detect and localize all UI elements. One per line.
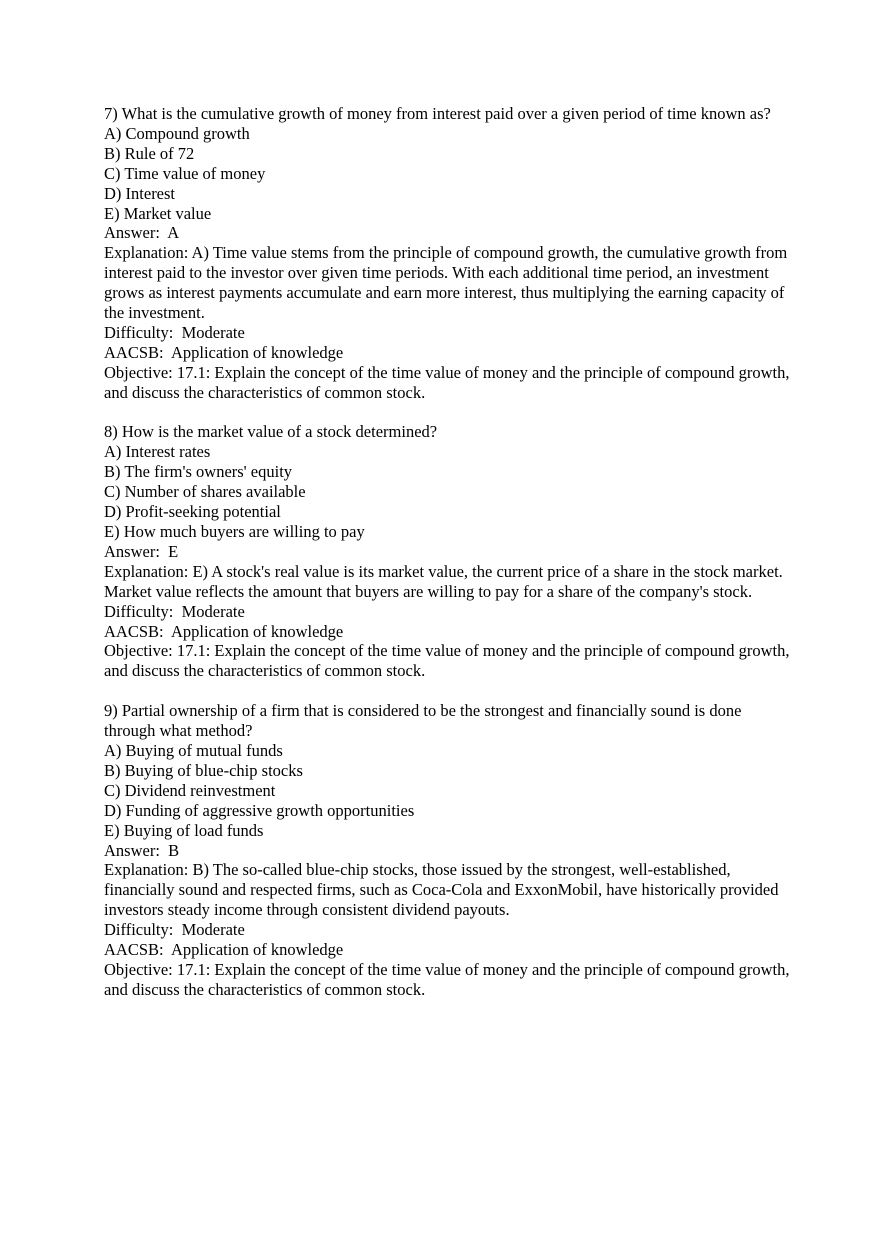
- option-e: E) How much buyers are willing to pay: [104, 522, 365, 542]
- option-b: B) Rule of 72: [104, 143, 195, 163]
- option-a: A) Interest rates: [104, 442, 211, 462]
- option-d: D) Profit-seeking potential: [104, 502, 281, 522]
- option-c: C) Dividend reinvestment: [104, 780, 276, 800]
- question-stem: 7) What is the cumulative growth of money from interest paid over a given period of time known as?: [104, 104, 771, 123]
- option-a: A) Buying of mutual funds: [104, 740, 283, 760]
- option-b: B) The firm's owners' equity: [104, 462, 293, 482]
- answer: Answer: B: [104, 840, 180, 860]
- option-a: A) Compound growth: [104, 123, 250, 143]
- document-page: [104, 104, 794, 1020]
- objective: Objective: 17.1: Explain the concept of the time value of money and the principle of compound growth, and discuss the characteristics of common stock.: [104, 362, 790, 402]
- answer: Answer: A: [104, 223, 180, 243]
- explanation: Explanation: A) Time value stems from the principle of compound growth, the cumulative growth from interest paid to the investor over given time periods. With each additional time period, an investment grows as interest payments accumulate and earn more interest, thus multiplying the earning capacity of the investment.: [104, 243, 788, 323]
- aacsb: AACSB: Application of knowledge: [104, 621, 344, 641]
- question-stem: 8) How is the market value of a stock determined?: [104, 422, 438, 442]
- option-e: E) Market value: [104, 203, 212, 223]
- question-7: [104, 104, 794, 403]
- difficulty: Difficulty: Moderate: [104, 322, 245, 342]
- option-d: D) Interest: [104, 183, 176, 203]
- explanation: Explanation: B) The so-called blue-chip stocks, those issued by the strongest, well-established, financially sound and respected firms, such as Coca-Cola and ExxonMobil, have historically provided investors steady income through consistent dividend payouts.: [104, 860, 779, 920]
- option-c: C) Time value of money: [104, 163, 266, 183]
- objective: Objective: 17.1: Explain the concept of the time value of money and the principle of compound growth, and discuss the characteristics of common stock.: [104, 959, 790, 999]
- option-e: E) Buying of load funds: [104, 820, 264, 840]
- aacsb: AACSB: Application of knowledge: [104, 342, 344, 362]
- option-b: B) Buying of blue-chip stocks: [104, 760, 303, 780]
- option-c: C) Number of shares available: [104, 482, 306, 502]
- objective: Objective: 17.1: Explain the concept of the time value of money and the principle of compound growth, and discuss the characteristics of common stock.: [104, 641, 790, 681]
- question-stem: 9) Partial ownership of a firm that is considered to be the strongest and financially sound is done through what method?: [104, 701, 742, 741]
- question-9: [104, 701, 794, 1000]
- difficulty: Difficulty: Moderate: [104, 920, 245, 940]
- explanation: Explanation: E) A stock's real value is its market value, the current price of a share in the stock market. Market value reflects the amount that buyers are willing to pay for a share of the company's stock.: [104, 561, 783, 601]
- aacsb: AACSB: Application of knowledge: [104, 940, 344, 960]
- question-8: [104, 422, 794, 681]
- option-d: D) Funding of aggressive growth opportunities: [104, 800, 415, 820]
- answer: Answer: E: [104, 541, 179, 561]
- difficulty: Difficulty: Moderate: [104, 601, 245, 621]
